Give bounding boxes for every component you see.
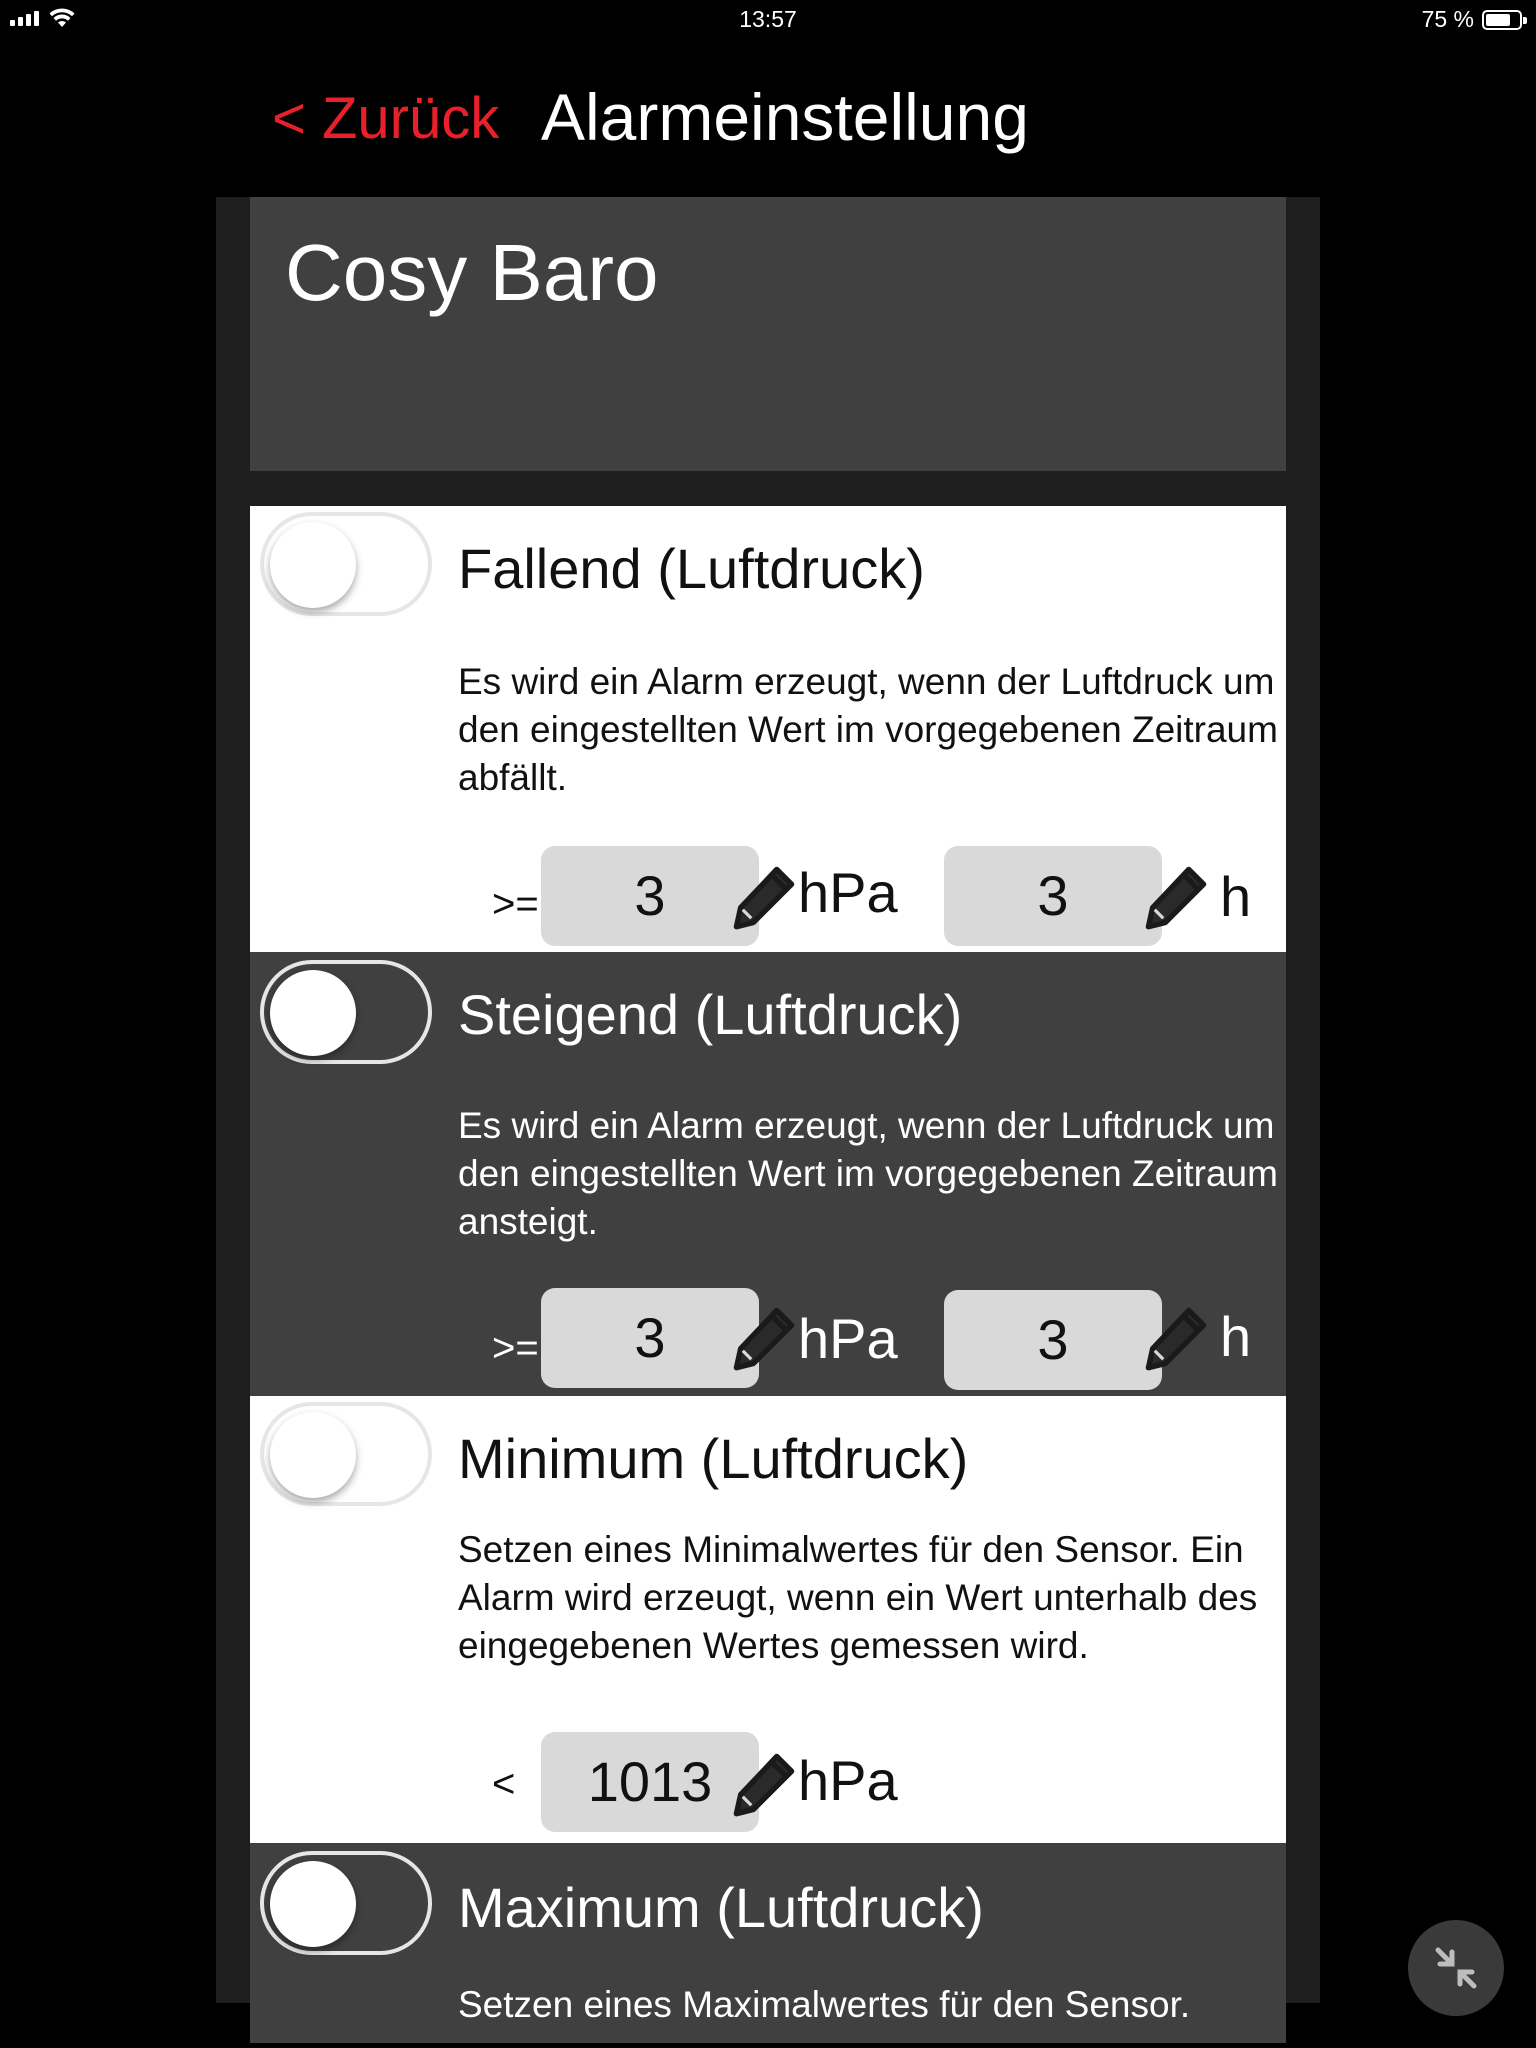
operator-label: < [492, 1762, 516, 1806]
alarm-title: Fallend (Luftdruck) [458, 537, 925, 600]
edit-pencil-icon[interactable] [1142, 1304, 1210, 1372]
alarm-title: Minimum (Luftdruck) [458, 1427, 969, 1490]
alarm-description: Setzen eines Minimalwertes für den Sensor. Ein Alarm wird erzeugt, wenn ein Wert unterhalb des eingegebenen Wertes gemessen wird. [458, 1529, 1258, 1666]
battery-icon [1482, 10, 1522, 30]
alarm-settings-panel[interactable] [216, 197, 1320, 2025]
device-name: Cosy Baro [285, 228, 659, 317]
device-header [250, 197, 1286, 471]
pressure-value-field[interactable]: 3 [541, 846, 759, 946]
collapse-arrows-icon [1408, 1920, 1504, 2016]
unit-label: hPa [798, 1749, 898, 1812]
collapse-button[interactable] [1408, 1920, 1504, 2016]
battery-percentage: 75 % [1421, 6, 1474, 32]
operator-label: >= [492, 882, 539, 926]
minimum-toggle[interactable] [260, 1402, 432, 1506]
unit-label: hPa [798, 861, 898, 924]
edit-pencil-icon[interactable] [1142, 863, 1210, 931]
alarm-card-steigend [250, 952, 1286, 1396]
edit-pencil-icon[interactable] [730, 1304, 798, 1372]
alarm-card-minimum [250, 1396, 1286, 1843]
maximum-toggle[interactable] [260, 1851, 432, 1955]
steigend-toggle[interactable] [260, 960, 432, 1064]
status-time: 13:57 [739, 6, 797, 32]
edit-pencil-icon[interactable] [730, 863, 798, 931]
period-unit-label: h [1220, 865, 1252, 928]
operator-label: >= [492, 1326, 539, 1370]
battery-level [1486, 14, 1510, 26]
alarm-title: Maximum (Luftdruck) [458, 1876, 984, 1939]
back-button[interactable]: < Zurück [272, 86, 500, 151]
alarm-title: Steigend (Luftdruck) [458, 983, 963, 1046]
edit-pencil-icon[interactable] [730, 1750, 798, 1818]
fallend-toggle[interactable] [260, 512, 432, 616]
pressure-value-field[interactable]: 1013 [541, 1732, 759, 1832]
page-title: Alarmeinstellung [541, 80, 1029, 154]
alarm-card-fallend [250, 506, 1286, 952]
alarm-description: Es wird ein Alarm erzeugt, wenn der Luftdruck um den eingestellten Wert im vorgegebenen Zeitraum ansteigt. [458, 1105, 1278, 1242]
nav-bar [0, 75, 1536, 160]
unit-label: hPa [798, 1307, 898, 1370]
alarm-card-maximum [250, 1843, 1286, 2043]
alarm-description: Es wird ein Alarm erzeugt, wenn der Luftdruck um den eingestellten Wert im vorgegebenen Zeitraum abfällt. [458, 661, 1278, 798]
status-bar [0, 0, 1536, 44]
period-value-field[interactable]: 3 [944, 846, 1162, 946]
pressure-value-field[interactable]: 3 [541, 1288, 759, 1388]
status-right [1422, 6, 1522, 33]
period-unit-label: h [1220, 1305, 1252, 1368]
period-value-field[interactable]: 3 [944, 1290, 1162, 1390]
alarm-description: Setzen eines Maximalwertes für den Sensor. [458, 1984, 1191, 2025]
